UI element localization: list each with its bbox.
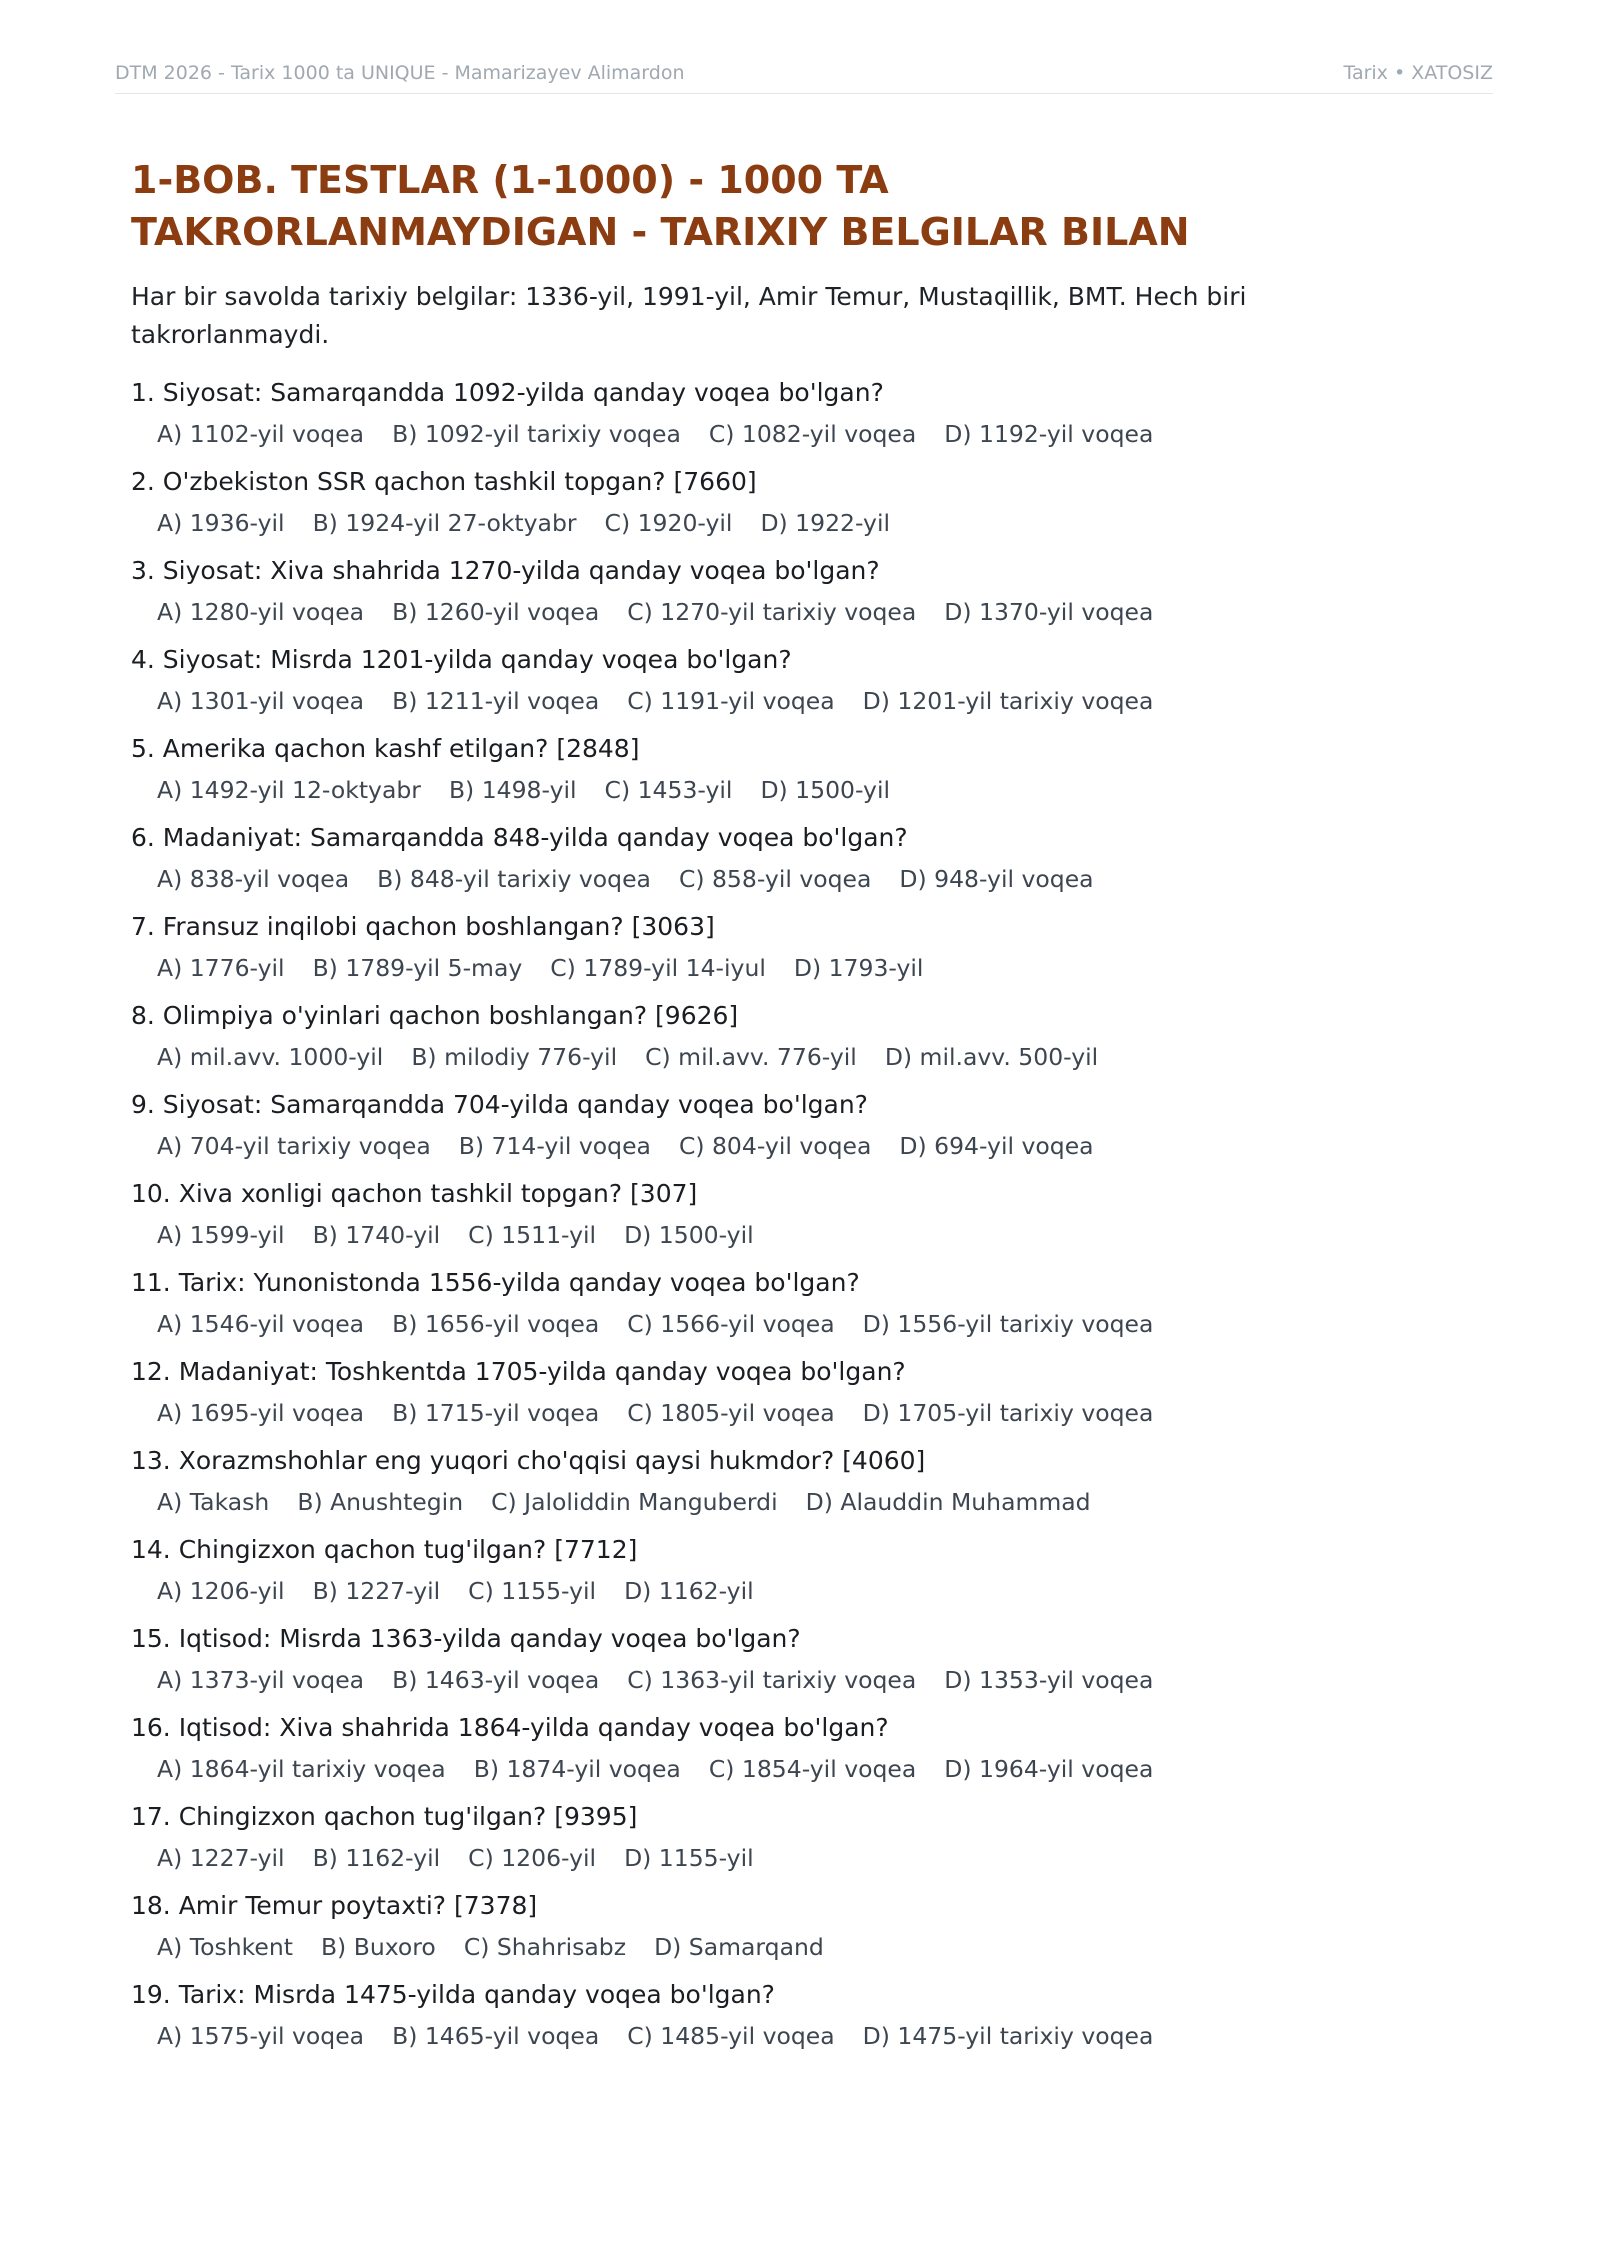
answer-option: A) 1301-yil voqea [157,687,365,715]
answer-option: D) 1922-yil [760,509,891,537]
question-text: 13. Xorazmshohlar eng yuqori cho'qqisi qaysi hukmdor? [4060] [131,1446,926,1475]
answer-options [131,1036,1481,1078]
answer-option: D) 1201-yil tarixiy voqea [862,687,1154,715]
answer-option: C) 1191-yil voqea [627,687,835,715]
answer-option: C) Shahrisabz [463,1933,627,1961]
answer-option: C) 1854-yil voqea [708,1755,917,1783]
answer-option: B) milodiy 776-yil [411,1043,618,1071]
answer-options [131,858,1481,900]
answer-option: D) 1155-yil [624,1844,754,1872]
answer-option: A) 838-yil voqea [157,865,350,893]
answer-option: D) mil.avv. 500-yil [884,1043,1099,1071]
answer-option: A) 1936-yil [157,509,285,537]
answer-option: B) 1498-yil [448,776,577,804]
answer-option: C) 1566-yil voqea [627,1310,835,1338]
page-header [115,60,1493,94]
answer-option: C) mil.avv. 776-yil [645,1043,857,1071]
question-list [131,373,1481,2064]
answer-option: A) 1546-yil voqea [157,1310,365,1338]
answer-options [131,1837,1481,1879]
question-item [131,996,1481,1085]
question-item [131,1530,1481,1619]
answer-options [131,1214,1481,1256]
answer-option: D) Samarqand [654,1933,824,1961]
answer-option: B) 1715-yil voqea [392,1399,600,1427]
answer-options [131,1570,1481,1612]
header-document-title: DTM 2026 - Tarix 1000 ta UNIQUE - Mamarizayev Alimardon [115,62,685,84]
answer-option: A) 1206-yil [157,1577,285,1605]
answer-option: A) 1280-yil voqea [157,598,365,626]
answer-option: B) 1260-yil voqea [392,598,600,626]
question-text: 16. Iqtisod: Xiva shahrida 1864-yilda qanday voqea bo'lgan? [131,1713,889,1742]
answer-option: A) 1373-yil voqea [157,1666,365,1694]
answer-option: C) 1511-yil [468,1221,597,1249]
question-text: 10. Xiva xonligi qachon tashkil topgan? [307] [131,1179,698,1208]
answer-options [131,502,1481,544]
question-text: 19. Tarix: Misrda 1475-yilda qanday voqea bo'lgan? [131,1980,775,2009]
answer-option: D) 1556-yil tarixiy voqea [862,1310,1154,1338]
answer-option: C) Jaloliddin Manguberdi [491,1488,778,1516]
answer-option: A) 1695-yil voqea [157,1399,365,1427]
answer-options [131,413,1481,455]
question-text: 1. Siyosat: Samarqandda 1092-yilda qanday voqea bo'lgan? [131,378,884,407]
question-item [131,1619,1481,1708]
question-text: 18. Amir Temur poytaxti? [7378] [131,1891,538,1920]
answer-option: B) Anushtegin [297,1488,464,1516]
question-item [131,907,1481,996]
question-item [131,640,1481,729]
answer-option: A) Takash [157,1488,270,1516]
answer-option: C) 1270-yil tarixiy voqea [627,598,917,626]
answer-options [131,1125,1481,1167]
question-item [131,462,1481,551]
answer-option: A) 704-yil tarixiy voqea [157,1132,431,1160]
answer-options [131,1926,1481,1968]
answer-option: B) 1874-yil voqea [473,1755,681,1783]
answer-option: B) 714-yil voqea [458,1132,651,1160]
page-content [131,154,1481,2064]
answer-option: B) 1740-yil [312,1221,441,1249]
question-text: 2. O'zbekiston SSR qachon tashkil topgan? [7660] [131,467,757,496]
answer-option: A) 1599-yil [157,1221,285,1249]
answer-option: B) 1092-yil tarixiy voqea [392,420,681,448]
question-item [131,1441,1481,1530]
question-text: 5. Amerika qachon kashf etilgan? [2848] [131,734,640,763]
answer-options [131,2015,1481,2057]
answer-option: C) 1363-yil tarixiy voqea [627,1666,917,1694]
answer-option: D) 1705-yil tarixiy voqea [862,1399,1154,1427]
answer-options [131,1392,1481,1434]
answer-option: A) 1227-yil [157,1844,285,1872]
answer-options [131,947,1481,989]
question-item [131,1352,1481,1441]
question-text: 14. Chingizxon qachon tug'ilgan? [7712] [131,1535,638,1564]
question-text: 17. Chingizxon qachon tug'ilgan? [9395] [131,1802,638,1831]
answer-options [131,769,1481,811]
answer-option: B) 1162-yil [312,1844,441,1872]
answer-options [131,1303,1481,1345]
question-item [131,551,1481,640]
answer-option: A) mil.avv. 1000-yil [157,1043,384,1071]
answer-option: D) 694-yil voqea [899,1132,1094,1160]
question-text: 8. Olimpiya o'yinlari qachon boshlangan? [9626] [131,1001,739,1030]
answer-options [131,1748,1481,1790]
question-item [131,1174,1481,1263]
answer-option: D) Alauddin Muhammad [805,1488,1091,1516]
header-subject-label: Tarix • XATOSIZ [1343,62,1493,84]
answer-option: C) 1453-yil [604,776,733,804]
answer-options [131,1659,1481,1701]
answer-option: C) 1155-yil [468,1577,597,1605]
answer-option: B) 1924-yil 27-oktyabr [312,509,577,537]
answer-option: A) 1575-yil voqea [157,2022,365,2050]
answer-option: D) 1162-yil [624,1577,754,1605]
answer-option: C) 1789-yil 14-iyul [550,954,766,982]
answer-option: B) 1463-yil voqea [392,1666,600,1694]
answer-option: B) 1656-yil voqea [392,1310,600,1338]
answer-options [131,680,1481,722]
answer-option: D) 1475-yil tarixiy voqea [862,2022,1154,2050]
chapter-title: 1-BOB. TESTLAR (1-1000) - 1000 TA TAKRORLANMAYDIGAN - TARIXIY BELGILAR BILAN [131,158,1190,254]
question-item [131,729,1481,818]
question-text: 9. Siyosat: Samarqandda 704-yilda qanday voqea bo'lgan? [131,1090,868,1119]
answer-option: C) 1206-yil [468,1844,597,1872]
answer-option: D) 948-yil voqea [899,865,1094,893]
answer-option: C) 858-yil voqea [678,865,872,893]
answer-option: D) 1964-yil voqea [944,1755,1154,1783]
answer-option: B) 1211-yil voqea [392,687,600,715]
question-item [131,1263,1481,1352]
question-text: 4. Siyosat: Misrda 1201-yilda qanday voqea bo'lgan? [131,645,792,674]
answer-option: C) 1485-yil voqea [627,2022,835,2050]
answer-option: D) 1370-yil voqea [944,598,1154,626]
answer-option: B) 1465-yil voqea [392,2022,600,2050]
question-item [131,1708,1481,1797]
question-item [131,1886,1481,1975]
question-item [131,373,1481,462]
answer-option: D) 1353-yil voqea [944,1666,1154,1694]
answer-option: C) 804-yil voqea [678,1132,872,1160]
answer-option: D) 1500-yil [760,776,891,804]
question-item [131,1797,1481,1886]
question-text: 15. Iqtisod: Misrda 1363-yilda qanday voqea bo'lgan? [131,1624,801,1653]
answer-option: A) 1492-yil 12-oktyabr [157,776,421,804]
answer-option: A) 1864-yil tarixiy voqea [157,1755,446,1783]
answer-option: A) 1776-yil [157,954,285,982]
answer-option: C) 1920-yil [604,509,733,537]
answer-options [131,591,1481,633]
answer-option: D) 1500-yil [624,1221,754,1249]
question-item [131,1085,1481,1174]
answer-option: A) 1102-yil voqea [157,420,365,448]
question-item [131,1975,1481,2064]
question-text: 11. Tarix: Yunonistonda 1556-yilda qanday voqea bo'lgan? [131,1268,860,1297]
answer-options [131,1481,1481,1523]
answer-option: D) 1192-yil voqea [944,420,1154,448]
question-item [131,818,1481,907]
answer-option: B) 1789-yil 5-may [312,954,523,982]
answer-option: B) 848-yil tarixiy voqea [377,865,651,893]
answer-option: B) Buxoro [320,1933,436,1961]
answer-option: A) Toshkent [157,1933,293,1961]
question-text: 12. Madaniyat: Toshkentda 1705-yilda qanday voqea bo'lgan? [131,1357,906,1386]
chapter-intro: Har bir savolda tarixiy belgilar: 1336-yil, 1991-yil, Amir Temur, Mustaqillik, BMT. Hech biri takrorlanmaydi. [131,282,1247,349]
answer-option: C) 1082-yil voqea [708,420,917,448]
answer-option: B) 1227-yil [312,1577,441,1605]
question-text: 7. Fransuz inqilobi qachon boshlangan? [3063] [131,912,715,941]
answer-option: D) 1793-yil [793,954,924,982]
answer-option: C) 1805-yil voqea [627,1399,835,1427]
question-text: 3. Siyosat: Xiva shahrida 1270-yilda qanday voqea bo'lgan? [131,556,880,585]
question-text: 6. Madaniyat: Samarqandda 848-yilda qanday voqea bo'lgan? [131,823,908,852]
